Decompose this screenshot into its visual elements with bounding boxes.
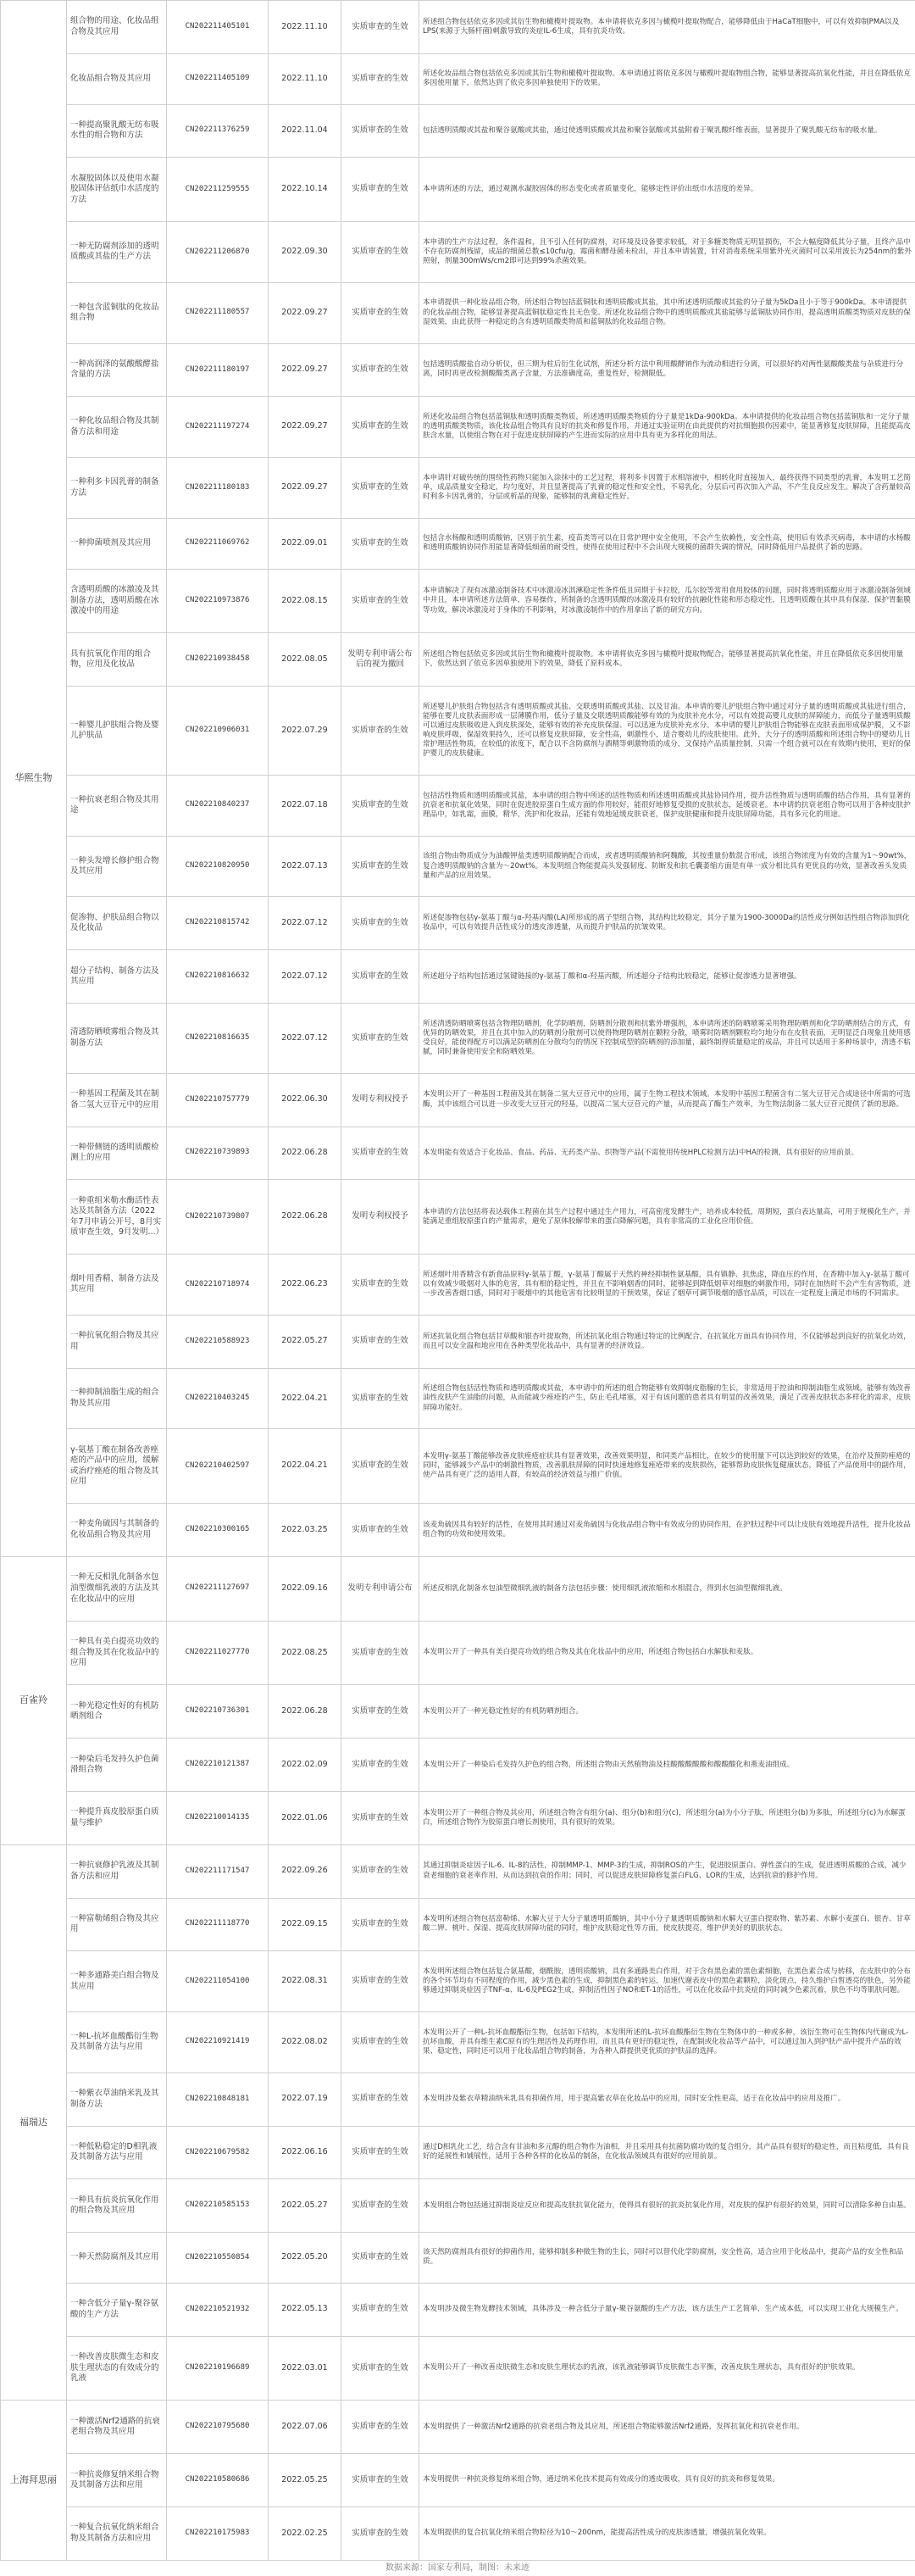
table-row bbox=[1, 2233, 915, 2284]
patent-title: 一种染后毛发持久护色菌滑组合物 bbox=[67, 1739, 167, 1792]
patent-abstract: 本申请的方法包括将表达载体工程菌在其生产过程中通过生产用力，可高密度发酵生产，培养成本较低，周期短，蛋白表达量高，可用于规模化生产，并能满足重组胶原蛋白的产量需求，避免了原体胶解带来的蛋白降解问题，具有非常高的工业化应用价值。 bbox=[419, 1180, 915, 1255]
patent-title: γ-氨基丁酸在制备改善痤疮的产品中的应用，缓解或治疗痤疮的组合物及其应用 bbox=[67, 1429, 167, 1504]
legal-status: 实质审查的生效 bbox=[341, 1127, 419, 1180]
company-name: 华熙生物 bbox=[1, 1, 67, 1557]
application-date: 2022.07.06 bbox=[269, 2401, 341, 2454]
patent-abstract: 本申请提供一种化妆品组合物，所述组合物包括蓝铜肽和透明质酸或其盐，其中所述透明质酸或其盐的分子量为5kDa且小于等于900kDa。本申请提供的化妆品组合物，能够显著提高蓝铜肽稳定性且无色变。所述化妆品组合物中的透明质酸或其盐能够与蓝铜肽协同作用，提高透明质酸类物质对皮肤的保湿效果，由此获得一种稳定的含有透明质酸类物质和蓝铜肽的化妆品组合物。 bbox=[419, 282, 915, 343]
application-number: CN202210795680 bbox=[167, 2401, 269, 2454]
legal-status: 实质审查的生效 bbox=[341, 158, 419, 222]
application-date: 2022.03.01 bbox=[269, 2336, 341, 2401]
application-date: 2022.05.20 bbox=[269, 2233, 341, 2284]
legal-status: 实质审查的生效 bbox=[341, 1315, 419, 1368]
legal-status: 实质审查的生效 bbox=[341, 458, 419, 519]
patent-abstract: 本发明公开了一种基因工程菌及其在制备二氢大豆苷元中的应用，属于生物工程技术领域。本发明中基因工程菌含有二氢大豆苷元合成途径中所需的可选酶，其中该组合可以进一步改变大豆苷元的羟基，以提高二氢大豆苷元的产量，从而提高了酶生产效率，为生物法制备二氢大豆苷元提供了新的思路。 bbox=[419, 1073, 915, 1127]
patent-abstract: 包括透明质酸盐自动分析仪，但三期为柱后衍生化试剂，所述分析方法中利用酸酵钠作为流动相进行分离，可以很好的对两性氨酸酸类盐与杂质进行分离，同时再更改检测酸酸类离子含量，方法准确度高，重复性好，检测限低。 bbox=[419, 343, 915, 397]
application-date: 2022.06.28 bbox=[269, 1180, 341, 1255]
application-number: CN202210757779 bbox=[167, 1073, 269, 1127]
table-row bbox=[1, 1556, 915, 1621]
application-number: CN202211027770 bbox=[167, 1621, 269, 1685]
table-row bbox=[1, 2454, 915, 2507]
application-number: CN202210300165 bbox=[167, 1504, 269, 1557]
table-row bbox=[1, 1504, 915, 1557]
patent-title: 一种复合抗氧化纳米组合物及其制备方法和应用 bbox=[67, 2506, 167, 2560]
table-row bbox=[1, 1739, 915, 1792]
application-date: 2022.01.06 bbox=[269, 1791, 341, 1844]
patent-abstract: 所述抗氧化组合物包括甘草酸和银杏叶提取物，所述抗氧化组合物通过特定的比例配合，在抗氧化方面具有协同作用，不仅能够起到良好的抗氧化功效，而且可以安全温和地应用在各种类型化妆品中，具有显著的经济效益。 bbox=[419, 1315, 915, 1368]
legal-status: 实质审查的生效 bbox=[341, 518, 419, 569]
patent-title: 一种紫衣草油纳米乳及其制备方法 bbox=[67, 2072, 167, 2126]
patent-abstract: 本申请解决了现有冰激凌制备技术中冰激凌冰淇淋稳定性条件低且同期于卡拉胶，瓜尔胶等常用食用胶体的问题，同时将透明质酸应用于冰激凌制备领域中并且，本申请所述方法简单，容易操作，所制备的含透明质酸的冰激凌具有较好的抗融化性能和形态稳定性，且透明质酸在其中具有保湿、保护胃黏膜等功效，解决冰激凌对于身体的不利影响，对冰激凌制作中的作用拿出了新的研究方向。 bbox=[419, 569, 915, 633]
table-row bbox=[1, 1898, 915, 1951]
legal-status: 实质审查的生效 bbox=[341, 2179, 419, 2233]
application-date: 2022.07.29 bbox=[269, 687, 341, 776]
patent-abstract: 本申请针对破传统的围绕性药物只能加入涂抹中的工艺过程，将利多卡因置于水相溶液中，相转化时直接加入，最终获得不同类型的乳膏，本发明工艺简单，成品质量安全稳定，均匀度好，并且显著提高了乳膏的稳定性和安全性，不易乳化，分层后可再次加入产品，不产生良反应发生。解决了含药量较高时利多卡因乳膏的，分层或析晶的现象，能够制的乳膏稳定性好。 bbox=[419, 458, 915, 519]
application-date: 2022.07.18 bbox=[269, 775, 341, 836]
patent-abstract: 本发明公开了一种染后毛发持久护色的组合物，所述组合物由天然植物油及柱酸酸酸酸酸和酸酸酸化和燕麦油组成。 bbox=[419, 1739, 915, 1792]
application-date: 2022.09.15 bbox=[269, 1898, 341, 1951]
legal-status: 实质审查的生效 bbox=[341, 1004, 419, 1074]
application-number: CN202210921419 bbox=[167, 2012, 269, 2073]
patent-abstract: 所述烟叶用香精含有新食品原料γ-氨基丁酸，γ-氨基丁酸属于天然的神经抑制性氨基酸，具有镇静、抗焦虑，降血压的作用，在香精中加入γ-氨基丁酸可以有效减少吸烟对人体的危害，具有相的稳定性，并且在不影响烟香的同时，能够起到降低烟草对细胞的刺激作用，同时在加热时不会产生有害物质，进一步改善香烟口感，同时对于吸烟中的其他危害有比较明显的干预效果，保证了烟草可调节吸烟的感官品质，可以在一定程度上满足市场的不同需求。 bbox=[419, 1255, 915, 1316]
patent-abstract: 本发明提供一种抗炎修复纳米组合物，通过纳米化技术提高有效成分的透皮吸收，具有良好的抗炎和修复效果。 bbox=[419, 2454, 915, 2507]
legal-status: 实质审查的生效 bbox=[341, 222, 419, 283]
legal-status: 实质审查的生效 bbox=[341, 836, 419, 897]
application-number: CN202211180197 bbox=[167, 343, 269, 397]
application-number: CN202210580686 bbox=[167, 2454, 269, 2507]
legal-status: 实质审查的生效 bbox=[341, 2012, 419, 2073]
patent-abstract: 本发明所述组合物包括富勒烯、水解大豆于大分子量透明质酸钠，其中小分子量透明质酸钠和水解大豆蛋白提取物、紫苏素、水解小麦蛋白、银杏、甘草酸二钾、桃叶、保湿、提高皮肤屏障功能的同时，维护皮肤稳定性等方面，使皮肤提亮，维护伊美好的肌肤状态。 bbox=[419, 1898, 915, 1951]
patent-abstract: 所述组合物包括依克多因或其衍生物和橄榄叶提取物。本申请将依克多因与橄榄叶提取物配合，能够降低由于HaCaT细胞中，可以有效抑制PMA以及LPS(来源于大肠杆菌)刺激导致的炎症IL-6生成，具有抗炎功效。 bbox=[419, 1, 915, 54]
application-number: CN202210739893 bbox=[167, 1127, 269, 1180]
application-number: CN202210718974 bbox=[167, 1255, 269, 1316]
patent-title: 一种抗氧化组合物及其应用 bbox=[67, 1315, 167, 1368]
patent-abstract: 本发明公开了一种改善皮肤微生态和皮肤生理状态的乳液，该乳液能够调节皮肤微生态平衡，改善皮肤生理状态，具有很好的护肤效果。 bbox=[419, 2336, 915, 2401]
application-date: 2022.11.10 bbox=[269, 1, 341, 54]
legal-status: 实质审查的生效 bbox=[341, 897, 419, 950]
application-number: CN202210588923 bbox=[167, 1315, 269, 1368]
table-row bbox=[1, 1791, 915, 1844]
company-name: 百雀羚 bbox=[1, 1556, 67, 1844]
legal-status: 实质审查的生效 bbox=[341, 775, 419, 836]
application-date: 2022.02.09 bbox=[269, 1739, 341, 1792]
application-date: 2022.07.13 bbox=[269, 836, 341, 897]
table-row bbox=[1, 1004, 915, 1074]
patent-abstract: 本发明公开了一种组合物及其应用，所述组合物含有组分(a)、组分(b)和组分(c)，所述组分(a)为小分子肽，所述组分(b)为多肽，所述组分(c)为水解蛋白，所述组合物作为胶原蛋白增长剂使用，具有很好的效果。 bbox=[419, 1791, 915, 1844]
legal-status: 实质审查的生效 bbox=[341, 2454, 419, 2507]
patent-title: 一种提升真皮胶原蛋白质量与维护 bbox=[67, 1791, 167, 1844]
patent-abstract: 本申请所述的方法，通过观测水凝胶固体的形态变化或者质量变化，能够定性评价出纸巾水活度的差异。 bbox=[419, 158, 915, 222]
table-row bbox=[1, 2401, 915, 2454]
application-date: 2022.06.16 bbox=[269, 2126, 341, 2179]
table-row bbox=[1, 2012, 915, 2073]
legal-status: 实质审查的生效 bbox=[341, 2233, 419, 2284]
patent-abstract: 本发明γ-氨基丁酸能够改善皮肤痤疮症状具有显著效果，改善效果明显，和同类产品相比，在较少的使用量下可以达到较好的效果，在治疗及预防痤疮的同时，能够减少产品中的刺激性物质，改善肌肤屏障的同时快速地修复痤疮带来的皮肤损伤，能够帮助皮肤恢复健康状态，降低了产品使用中的副作用，使产品具有更广泛的适用人群，有较高的经济效益与推广价值。 bbox=[419, 1429, 915, 1504]
legal-status: 实质审查的生效 bbox=[341, 1368, 419, 1429]
application-date: 2022.07.12 bbox=[269, 950, 341, 1004]
table-row bbox=[1, 2072, 915, 2126]
patent-abstract: 所述化妆品组合物包括蓝铜肽和透明质酸类物质，所述透明质酸类物质的分子量是1kDa-900kDa。本申请提供的化妆品组合物包括蓝铜肽和一定分子量的透明质酸类物质，该化妆品组合物具有良好的抗炎和修复作用，并通过实验证明在由此提供的对抗细胞损伤因素中，能显著修复皮肤屏障，且能提高皮肤含水量，以使组合物在对于促进皮肤屏障的产生进而实际的应用中具有更为多样化的用法。 bbox=[419, 397, 915, 458]
patent-title: 具有抗氧化作用的组合物，应用及化妆品 bbox=[67, 633, 167, 687]
application-number: CN202211127697 bbox=[167, 1556, 269, 1621]
application-number: CN202210739807 bbox=[167, 1180, 269, 1255]
source-footer: 数据来源：国家专利局，制图：未来迹 bbox=[385, 2563, 530, 2573]
legal-status: 实质审查的生效 bbox=[341, 1, 419, 54]
legal-status: 发明专利申请公布后的视为撤回 bbox=[341, 633, 419, 687]
patent-title: 烟叶用香精、制备方法及其应用 bbox=[67, 1255, 167, 1316]
patent-title: 一种无反相乳化制备水包油型微细乳液的方法及其在化妆品中的应用 bbox=[67, 1556, 167, 1621]
patent-abstract: 本发明公开了一种光稳定性好的有机防晒剂组合。 bbox=[419, 1685, 915, 1739]
application-number: CN202210736301 bbox=[167, 1685, 269, 1739]
table-row bbox=[1, 1180, 915, 1255]
patent-title: 一种无防腐剂添加的透明质酸或其盐的生产方法 bbox=[67, 222, 167, 283]
table-row bbox=[1, 775, 915, 836]
application-date: 2022.10.14 bbox=[269, 158, 341, 222]
patent-title: 一种重组米勒水酶活性表达及其制备方法（2022年7月申请公开号，8月实质审查生效，9月发明...） bbox=[67, 1180, 167, 1255]
patent-title: 一种光稳定性好的有机防晒剂组合 bbox=[67, 1685, 167, 1739]
company-name: 福瑞达 bbox=[1, 1844, 67, 2401]
application-number: CN202210521932 bbox=[167, 2283, 269, 2336]
patent-abstract: 本发明能有效适合于化妆品、食品、药品、无药类产品、织物等产品(不需使用传统HPLC检测方法)中HA的检测，具有很好的应用前景。 bbox=[419, 1127, 915, 1180]
application-number: CN202211054100 bbox=[167, 1951, 269, 2012]
table-row bbox=[1, 282, 915, 343]
legal-status: 实质审查的生效 bbox=[341, 687, 419, 776]
legal-status: 发明专利权授予 bbox=[341, 1180, 419, 1255]
patent-title: 一种具有美白提亮功效的组合物及其在化妆品中的应用 bbox=[67, 1621, 167, 1685]
patent-abstract: 本发明提供的复合抗氧化纳米组合物粒径为10～200nm，能提高活性成分的皮肤渗透量，增强抗氧化效果。 bbox=[419, 2506, 915, 2560]
application-number: CN202210816635 bbox=[167, 1004, 269, 1074]
application-date: 2022.04.21 bbox=[269, 1429, 341, 1504]
patent-title: 一种婴儿护肤组合物及婴儿护肤品 bbox=[67, 687, 167, 776]
table-row bbox=[1, 53, 915, 104]
legal-status: 实质审查的生效 bbox=[341, 2506, 419, 2560]
table-row bbox=[1, 1951, 915, 2012]
legal-status: 实质审查的生效 bbox=[341, 1504, 419, 1557]
table-row bbox=[1, 1073, 915, 1127]
patent-abstract: 本发明组合物包括通过抑制炎症反应和提高皮肤抗氧化能力，使得具有很好的抗炎抗氧化作用，对皮肤的保护有很好的效果，同时可以清除多种自由基。 bbox=[419, 2179, 915, 2233]
patent-abstract: 所述组合物包括活性物质和透明质酸或其盐，本申请中的所述的组合物能够有效抑制皮脂腺的生长，非常适用于控油和抑制油脂生成领域，能够有效改善油性皮肤产生油脂的问题，从而能减少痤疮的产生，防止毛孔堵塞，对于有该问题的患者具有明显的改善效果，满足了改善皮肤状态多样化的需求，皮肤屏障功能好。 bbox=[419, 1368, 915, 1429]
patent-title: 一种提高聚乳酸无纺布吸水性的组合物和方法 bbox=[67, 104, 167, 158]
application-number: CN202210196689 bbox=[167, 2336, 269, 2401]
application-date: 2022.04.21 bbox=[269, 1368, 341, 1429]
legal-status: 实质审查的生效 bbox=[341, 104, 419, 158]
application-date: 2022.05.27 bbox=[269, 1315, 341, 1368]
table-row bbox=[1, 1255, 915, 1316]
table-row bbox=[1, 104, 915, 158]
patent-title: 一种富勒烯组合物及其应用 bbox=[67, 1898, 167, 1951]
legal-status: 实质审查的生效 bbox=[341, 1621, 419, 1685]
patent-title: 一种带侧链的透明质酸检测上的应用 bbox=[67, 1127, 167, 1180]
patent-abstract: 本发明公开了一种具有美白提亮功效的组合物及其在化妆品中的应用，所述组合物包括白水解肽和麦肽。 bbox=[419, 1621, 915, 1685]
patent-abstract: 包括活性物质和透明质酸或其盐，本申请的组合物中所述的活性物质和所述透明质酸或其盐协同作用，提升活性物质与透明质酸的结合作用，具有显著的抗衰老和抗氧化效果，同时在促进胶原蛋白生成方面的作用较好，能很好地修复受损的皮肤状态，延缓衰老。本申请的抗衰老组合物可以用于各种皮肤护理品中，如乳霜，面膜，精华，洗护和化妆品，还能有效地延缓皮肤衰老，保护皮肤健康和提升皮肤屏障功能，具有多元化的用途。 bbox=[419, 775, 915, 836]
patent-title: 化妆品组合物及其应用 bbox=[67, 53, 167, 104]
patent-abstract: 本发明涉及紫衣草精油纳米乳具有抑菌作用，用于提高紫衣草在化妆品中的应用，同时安全性更高，适于在化妆品中的应用及推广。 bbox=[419, 2072, 915, 2126]
application-number: CN202210938458 bbox=[167, 633, 269, 687]
patent-abstract: 本发明提供了一种激活Nrf2通路的抗衰老组合物及其应用，所述组合物能够激活Nrf2通路，发挥抗氧化和抗衰老作用。 bbox=[419, 2401, 915, 2454]
legal-status: 实质审查的生效 bbox=[341, 2126, 419, 2179]
application-date: 2022.05.25 bbox=[269, 2454, 341, 2507]
application-number: CN202211069762 bbox=[167, 518, 269, 569]
patent-abstract: 本发明涉及微生物发酵技术领域，具体涉及一种含低分子量γ-聚谷氨酸的生产方法，该方法生产工艺简单，生产成本低，可以实现工业化大规模生产。 bbox=[419, 2283, 915, 2336]
application-number: CN202211376259 bbox=[167, 104, 269, 158]
table-row bbox=[1, 222, 915, 283]
patent-title: 一种具有抗炎抗氧化作用的组合物及其应用 bbox=[67, 2179, 167, 2233]
application-number: CN202210906031 bbox=[167, 687, 269, 776]
application-number: CN202210402597 bbox=[167, 1429, 269, 1504]
legal-status: 实质审查的生效 bbox=[341, 1685, 419, 1739]
patent-abstract: 其通过抑制炎症因子IL-6、IL-8的活性，抑制MMP-1、MMP-3的生成，抑制ROS的产生，促进胶原蛋白、弹性蛋白的生成，促进透明质酸的合成，减少衰老细胞的衰老率作用，从而达到抗衰的作用；同时，可以促进皮肤屏障修复蛋白FLG、LOR的生成，达到抗衰的修护作用。 bbox=[419, 1844, 915, 1898]
application-date: 2022.09.27 bbox=[269, 343, 341, 397]
application-date: 2022.09.27 bbox=[269, 397, 341, 458]
patent-title: 一种抑制油脂生成的组合物及其应用 bbox=[67, 1368, 167, 1429]
legal-status: 实质审查的生效 bbox=[341, 343, 419, 397]
application-number: CN202211180183 bbox=[167, 458, 269, 519]
application-number: CN202210848181 bbox=[167, 2072, 269, 2126]
table-row bbox=[1, 397, 915, 458]
legal-status: 实质审查的生效 bbox=[341, 1255, 419, 1316]
application-date: 2022.09.01 bbox=[269, 518, 341, 569]
patent-title: 一种天然防腐剂及其应用 bbox=[67, 2233, 167, 2284]
patent-title: 一种含低分子量γ-聚谷氨酸的生产方法 bbox=[67, 2283, 167, 2336]
table-row bbox=[1, 1844, 915, 1898]
patent-title: 组合物的用途、化妆品组合物及其应用 bbox=[67, 1, 167, 54]
application-date: 2022.09.27 bbox=[269, 282, 341, 343]
patent-abstract: 本发明所述组合物包括复合氨基酸，烟酰胺，透明质酸钠，具有多通路美白作用，对于含有黑色素的黑色素细胞，在黑色素合成与转移，在皮肤中的分布的各个环节均有不同程度的作用，减少黑色素的生成，抑制黑色素的转运，加速代谢表皮中的黑色素颗粒，淡化斑点，持久维护白皙透亮的肤色，另外能够通过抑制炎症因子TNF-α、IL-6及PEG2生成，抑制活性因子NO和ET-1的活性，可以在化妆品中抗炎症的同时减少色素沉着，肤色不均等肌肤问题。 bbox=[419, 1951, 915, 2012]
application-date: 2022.08.15 bbox=[269, 569, 341, 633]
patent-title: 一种抗炎修复纳米组合物及其制备方法和应用 bbox=[67, 2454, 167, 2507]
patent-abstract: 所述反相乳化制备水包油型微细乳液的制备方法包括步骤：使用细乳液浓缩和水相混合，得到水包油型微细乳液。 bbox=[419, 1556, 915, 1621]
application-date: 2022.07.12 bbox=[269, 1004, 341, 1074]
patent-title: 一种多通路美白组合物及其应用 bbox=[67, 1951, 167, 2012]
patent-abstract: 该天然防腐剂具有很好的抑菌作用，能够抑制多种微生物的生长，同时可以替代化学防腐剂，安全性高，适合应用于化妆品中，提高产品的安全性和品质。 bbox=[419, 2233, 915, 2284]
legal-status: 实质审查的生效 bbox=[341, 950, 419, 1004]
patent-title: 清透防晒喷雾组合物及其制备方法 bbox=[67, 1004, 167, 1074]
application-date: 2022.11.10 bbox=[269, 53, 341, 104]
table-row bbox=[1, 897, 915, 950]
table-row bbox=[1, 2126, 915, 2179]
table-row bbox=[1, 2336, 915, 2401]
application-number: CN202210175983 bbox=[167, 2506, 269, 2560]
application-date: 2022.09.27 bbox=[269, 458, 341, 519]
table-row bbox=[1, 1, 915, 54]
application-date: 2022.09.16 bbox=[269, 1556, 341, 1621]
application-number: CN202211180557 bbox=[167, 282, 269, 343]
patent-title: 一种麦角硫因与其制备的化妆品组合物及其应用 bbox=[67, 1504, 167, 1557]
application-date: 2022.06.30 bbox=[269, 1073, 341, 1127]
patent-abstract: 该组合物由物质成分为油酸钾盐类透明质酸钠配合而成，或者透明质酸钠和阿魏酸，其按重量份数混合形成，该组合物浓度为有效的含量为1～90wt%，复合透明质酸钠的含量为～20wt%。本发明组合物能提高头发强韧度、防断发和抗毛囊萎缩方面是有单一成分相比具有更优良的功效，显著改善头发质量和产品的应用效果。 bbox=[419, 836, 915, 897]
application-date: 2022.05.27 bbox=[269, 2179, 341, 2233]
patent-title: 一种改善皮肤微生态和皮肤生理状态的有效成分的乳液 bbox=[67, 2336, 167, 2401]
patent-abstract: 通过D相乳化工艺，结合含有甘油和多元醇的组合物作为油相，并且采用具有抗菌防腐功效的复合组分，其产品具有很好的稳定性，而且粘度低，具有良好的延展性和铺展性，适用于各种各样的化妆品的制备，在化妆品领域具有很好的应用前景。 bbox=[419, 2126, 915, 2179]
application-number: CN202210679582 bbox=[167, 2126, 269, 2179]
table-row bbox=[1, 1429, 915, 1504]
patent-abstract: 本申请的生产方法过程，条件温和，且不引入任何防腐剂，对环境及设备要求较低，对于多糖类物质无明显损伤，不会大幅度降低其分子量，且终产品中不存在防腐剂残留，成品的细菌总数≤10cfu/g，霉菌和酵母菌未检出，并且本申请装置，针对消毒系统采用紫外光灭菌时可以采用波长为254nm的紫外照射，剂量300mWs/cm2即可达到99%杀菌效果。 bbox=[419, 222, 915, 283]
legal-status: 实质审查的生效 bbox=[341, 397, 419, 458]
patent-title: 一种L-抗坏血酸酯衍生物及其制备方法与应用 bbox=[67, 2012, 167, 2073]
patent-title: 一种利多卡因乳膏的制备方法 bbox=[67, 458, 167, 519]
application-date: 2022.08.02 bbox=[269, 2012, 341, 2073]
patent-abstract: 所述婴儿护肤组合物包括含有透明质酸或其盐、交联透明质酸或其盐、以及甘油。本申请的婴儿护肤组合物中通过对分子量的透明质酸或其盐进行组合，能够在婴儿皮肤表面形成一层薄膜作用，低分子量及交联透明质酸能够有效的为皮肤补充水分，可以有效提高婴儿皮肤的屏障能力，而低分子量透明质酸可以通过皮肤吸收进入到皮肤深处，能够有效的补充皮肤保湿、可以迅速为皮肤补充水分。本申请的婴儿护肤组合物能够在皮肤表面形成保护膜，又不影响皮肤呼吸，保湿效果持久，还可以修复皮肤屏障，安全性高，刺激性小，适合婴幼儿的皮肤使用。此外，大分子的透明质酸和所述组合物中的婴幼儿日常护理活性物质，在较低的浓度下，配合以不含防腐剂与酒精等刺激物质的成分，又保持产品质量控制，只需一个组合就可以在有效期内使用，更好的保护婴儿的皮肤健康。 bbox=[419, 687, 915, 776]
patent-abstract: 所述组合物包括依克多因或其衍生物和橄榄叶提取物。本申请将依克多因与橄榄叶提取物配合，能够显著提高抗氧化性能，并且在降低依克多因使用量下，依然达到了依克多因单独使用下的效果，降低了原料成本。 bbox=[419, 633, 915, 687]
table-row bbox=[1, 687, 915, 776]
application-number: CN202210014135 bbox=[167, 1791, 269, 1844]
table-row bbox=[1, 1368, 915, 1429]
table-row bbox=[1, 950, 915, 1004]
patent-abstract: 本发明公开了一种L-抗坏血酸酯衍生物，包括如下结构，本发明所述的L-抗坏血酸酯衍生物在生物体中的一种或多种，该衍生物可在生物体内代谢成为L-抗坏血酸，并具有维生素C原有的生理活性及药理作用，而且具有更好的稳定性，在配制或化妆品等产品中，可以通过加入到护肤产品中提升产品的效果、稳定性，同时还可以用于化妆品组合物的制备，为各种人群提供更优质的护肤品的选择。 bbox=[419, 2012, 915, 2073]
table-row bbox=[1, 633, 915, 687]
application-number: CN202210550854 bbox=[167, 2233, 269, 2284]
legal-status: 实质审查的生效 bbox=[341, 282, 419, 343]
legal-status: 实质审查的生效 bbox=[341, 1844, 419, 1898]
patent-title: 一种低粘稳定的D相乳液及其制备方法与应用 bbox=[67, 2126, 167, 2179]
application-date: 2022.06.23 bbox=[269, 1255, 341, 1316]
patent-title: 一种抗衰老组合物及其用途 bbox=[67, 775, 167, 836]
patent-abstract: 所述化妆品组合物包括依克多因或其衍生物和橄榄叶提取物。本申请通过将依克多因与橄榄叶提取物组合物，能够显著提高抗氧化性能，并且在降低依克多因使用量下，依然达到了依克多因单独使用下的效果。 bbox=[419, 53, 915, 104]
table-row bbox=[1, 343, 915, 397]
application-number: CN202211171547 bbox=[167, 1844, 269, 1898]
application-number: CN202210820950 bbox=[167, 836, 269, 897]
patent-abstract: 所述促渗物包括γ-氨基丁酸与α-羟基丙酸(LA)所形成的离子型组合物，其结构比较稳定，其分子量为1900-3000Da的活性成分例如活性组合物添加到化妆品中，可以有效提升活性成分的透皮渗透量，从而提升护肤品的抗皱效果。 bbox=[419, 897, 915, 950]
table-row bbox=[1, 1621, 915, 1685]
application-date: 2022.11.04 bbox=[269, 104, 341, 158]
patent-title: 一种激活Nrf2通路的抗衰老组合物及其应用 bbox=[67, 2401, 167, 2454]
legal-status: 实质审查的生效 bbox=[341, 2283, 419, 2336]
table-row bbox=[1, 2506, 915, 2560]
legal-status: 实质审查的生效 bbox=[341, 53, 419, 104]
patent-table-body bbox=[1, 1, 915, 2561]
table-row bbox=[1, 458, 915, 519]
application-number: CN202210840237 bbox=[167, 775, 269, 836]
application-date: 2022.07.12 bbox=[269, 897, 341, 950]
table-row bbox=[1, 836, 915, 897]
application-date: 2022.02.25 bbox=[269, 2506, 341, 2560]
patent-abstract: 该麦角硫因具有较好的活性，在使用其时通过对麦角硫因与化妆品组合物中有效成分的协同作用，在护肤过程中可以让皮肤有效地提升活性，提升化妆品组合物的功效和使用效果。 bbox=[419, 1504, 915, 1557]
application-date: 2022.08.05 bbox=[269, 633, 341, 687]
application-number: CN202210815742 bbox=[167, 897, 269, 950]
application-number: CN202210585153 bbox=[167, 2179, 269, 2233]
patent-abstract: 所述超分子结构包括通过氢键链接的γ-氨基丁酸和α-羟基丙酸，所述超分子结构比较稳定，能够让促渗透力显著增强。 bbox=[419, 950, 915, 1004]
legal-status: 实质审查的生效 bbox=[341, 2072, 419, 2126]
patent-title: 一种头发增长修护组合物及其应用 bbox=[67, 836, 167, 897]
company-name: 上海拜思丽 bbox=[1, 2401, 67, 2560]
legal-status: 实质审查的生效 bbox=[341, 2336, 419, 2401]
patent-abstract: 包括含水杨酸和透明质酸钠，区别于抗生素，疫苗类等可以在日常护理中安全使用，不会产生依赖性，安全性高，使用后有效杀灭病毒，本申请的水杨酸和透明质酸钠协同作用能显著降低细菌的耐受性，使得在使用过程中不会出现大规模的菌群失调的情况，同时降低用户品提供了新的思路。 bbox=[419, 518, 915, 569]
patent-title: 一种高润泽的氨酸酸酵盐含量的方法 bbox=[67, 343, 167, 397]
application-date: 2022.08.31 bbox=[269, 1951, 341, 2012]
application-number: CN202210816632 bbox=[167, 950, 269, 1004]
table-row bbox=[1, 1315, 915, 1368]
patent-abstract: 所述清透防晒喷雾包括含物理防晒剂，化学防晒剂，防晒剂分散剂和抗紫外增强剂，本申请所述的防晒喷雾采用物理防晒剂和化学防晒剂结合的方式，有优异的防晒效果，并且在其中加入的防晒剂分散剂可以使得物理防晒剂在颗粒分散，喷雾时防晒剂颗粒均匀地分布在皮肤表面，无明显泛白现象且使用感受良好，能使得配方可以满足防晒剂在分散均匀的情况下控制成型的防晒剂的添加量，最终制得质量稳定的成品，并且可以适用于多种场景中，清透不粘腻，同时兼备使用安全和防晒效果。 bbox=[419, 1004, 915, 1074]
application-date: 2022.05.13 bbox=[269, 2283, 341, 2336]
table-row bbox=[1, 1685, 915, 1739]
application-date: 2022.08.25 bbox=[269, 1621, 341, 1685]
table-row bbox=[1, 569, 915, 633]
application-number: CN202211405109 bbox=[167, 53, 269, 104]
application-number: CN202210121387 bbox=[167, 1739, 269, 1792]
legal-status: 实质审查的生效 bbox=[341, 1951, 419, 2012]
patent-title: 促渗物、护肤品组合物以及化妆品 bbox=[67, 897, 167, 950]
application-number: CN202210403245 bbox=[167, 1368, 269, 1429]
legal-status: 发明专利权授予 bbox=[341, 1073, 419, 1127]
legal-status: 实质审查的生效 bbox=[341, 1898, 419, 1951]
patent-title: 水凝胶固体以及使用水凝胶固体评估纸巾水活度的方法 bbox=[67, 158, 167, 222]
application-number: CN202210973876 bbox=[167, 569, 269, 633]
legal-status: 实质审查的生效 bbox=[341, 2401, 419, 2454]
patent-title: 含透明质酸的冰激凌及其制备方法，透明质酸在冰激凌中的用途 bbox=[67, 569, 167, 633]
application-date: 2022.07.19 bbox=[269, 2072, 341, 2126]
application-number: CN202211197274 bbox=[167, 397, 269, 458]
patent-title: 一种基因工程菌及其在制备二氢大豆苷元中的应用 bbox=[67, 1073, 167, 1127]
legal-status: 实质审查的生效 bbox=[341, 569, 419, 633]
application-number: CN202211206870 bbox=[167, 222, 269, 283]
patent-title: 一种抗衰修护乳液及其制备方法和应用 bbox=[67, 1844, 167, 1898]
application-date: 2022.09.30 bbox=[269, 222, 341, 283]
patent-title: 超分子结构、制备方法及其应用 bbox=[67, 950, 167, 1004]
application-date: 2022.09.26 bbox=[269, 1844, 341, 1898]
table-row bbox=[1, 518, 915, 569]
patent-title: 一种抑菌喷剂及其应用 bbox=[67, 518, 167, 569]
legal-status: 实质审查的生效 bbox=[341, 1429, 419, 1504]
application-number: CN202211405101 bbox=[167, 1, 269, 54]
table-row bbox=[1, 1127, 915, 1180]
legal-status: 实质审查的生效 bbox=[341, 1739, 419, 1792]
patent-title: 一种包含蓝铜肽的化妆品组合物 bbox=[67, 282, 167, 343]
application-date: 2022.06.28 bbox=[269, 1127, 341, 1180]
application-number: CN202211118770 bbox=[167, 1898, 269, 1951]
application-date: 2022.06.28 bbox=[269, 1685, 341, 1739]
table-row bbox=[1, 158, 915, 222]
legal-status: 实质审查的生效 bbox=[341, 1791, 419, 1844]
patent-title: 一种化妆品组合物及其制备方法和用途 bbox=[67, 397, 167, 458]
table-row bbox=[1, 2179, 915, 2233]
application-date: 2022.03.25 bbox=[269, 1504, 341, 1557]
legal-status: 发明专利申请公布 bbox=[341, 1556, 419, 1621]
application-number: CN202211259555 bbox=[167, 158, 269, 222]
table-row bbox=[1, 2283, 915, 2336]
patent-abstract: 包括透明质酸或其盐和聚谷氨酸或其盐，通过使透明质酸或其盐和聚谷氨酸或其盐附着于聚乳酸纤维表面，显著提升了聚乳酸无纺布的吸水量。 bbox=[419, 104, 915, 158]
